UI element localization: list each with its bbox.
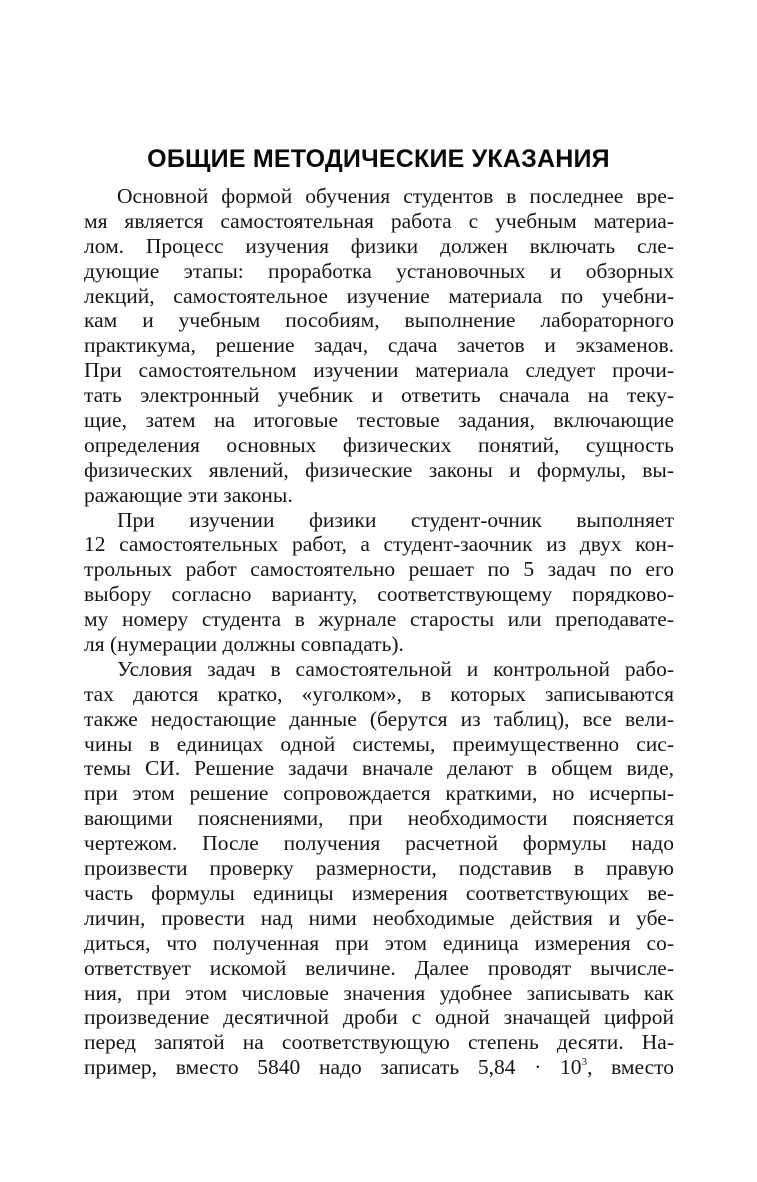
text-line: ответствует искомой величине. Далее проводят вычисле-	[84, 955, 674, 980]
text-line: мя является самостоятельная работа с учебным материа-	[84, 208, 674, 233]
text-line: диться, что полученная при этом единица измерения со-	[84, 930, 674, 955]
text-line: тать электронный учебник и ответить сначала на теку-	[84, 383, 674, 408]
text-line: физических явлений, физические законы и формулы, вы-	[84, 457, 674, 482]
text-line: произвести проверку размерности, подставив в правую	[84, 856, 674, 881]
superscript: 3	[581, 1056, 588, 1069]
text-line: практикума, решение задач, сдача зачетов и экзаменов.	[84, 333, 674, 358]
text-line: лекций, самостоятельное изучение материала по учебни-	[84, 283, 674, 308]
text-line: также недостающие данные (берутся из таблиц), все вели-	[84, 706, 674, 731]
text-line: щие, затем на итоговые тестовые задания, включающие	[84, 408, 674, 433]
body-text	[84, 184, 674, 1080]
text-line: При самостоятельном изучении материала следует прочи-	[84, 358, 674, 383]
text-line: определения основных физических понятий, сущность	[84, 432, 674, 457]
paragraph-3	[84, 657, 674, 1080]
text-line: часть формулы единицы измерения соответствующих ве-	[84, 880, 674, 905]
text-line: выбору согласно варианту, соответствующему порядково-	[84, 582, 674, 607]
text-line: лом. Процесс изучения физики должен включать сле-	[84, 233, 674, 258]
text-line: темы СИ. Решение задачи вначале делают в общем виде,	[84, 756, 674, 781]
text-line: произведение десятичной дроби с одной значащей цифрой	[84, 1005, 674, 1030]
paragraph-1	[84, 184, 674, 508]
text-line: ля (нумерации должны совпадать).	[84, 632, 404, 657]
text-line: ражающие эти законы.	[84, 482, 293, 507]
text-line: чертежом. После получения расчетной формулы надо	[84, 831, 674, 856]
text-line: му номеру студента в журнале старосты или преподавате-	[84, 607, 674, 632]
text-line: при этом решение сопровождается краткими, но исчерпы-	[84, 781, 674, 806]
text-line: Основной формой обучения студентов в последнее вре-	[117, 184, 674, 208]
text-line: 12 самостоятельных работ, а студент-заочник из двух кон-	[84, 532, 674, 557]
text-line: личин, провести над ними необходимые действия и убе-	[84, 905, 674, 930]
paragraph-2	[84, 508, 674, 657]
text-line: дующие этапы: проработка установочных и обзорных	[84, 258, 674, 283]
text-line: кам и учебным пособиям, выполнение лабораторного	[84, 308, 674, 333]
text-fragment: пример, вместо 5840 надо записать 5,84 · 10	[84, 1055, 582, 1080]
text-line: При изучении физики студент-очник выполняет	[117, 507, 674, 532]
text-line-final	[84, 1055, 674, 1080]
text-line: тах даются кратко, «уголком», в которых записываются	[84, 681, 674, 706]
text-line: Условия задач в самостоятельной и контрольной рабо-	[117, 656, 674, 681]
page-title: ОБЩИЕ МЕТОДИЧЕСКИЕ УКАЗАНИЯ	[147, 145, 610, 173]
text-line: ния, при этом числовые значения удобнее записывать как	[84, 980, 674, 1005]
text-line: перед запятой на соответствующую степень десяти. На-	[84, 1030, 674, 1055]
text-fragment: , вместо	[587, 1055, 675, 1080]
text-line: чины в единицах одной системы, преимущественно сис-	[84, 731, 674, 756]
text-line: трольных работ самостоятельно решает по 5 задач по его	[84, 557, 674, 582]
text-line: вающими пояснениями, при необходимости поясняется	[84, 806, 674, 831]
